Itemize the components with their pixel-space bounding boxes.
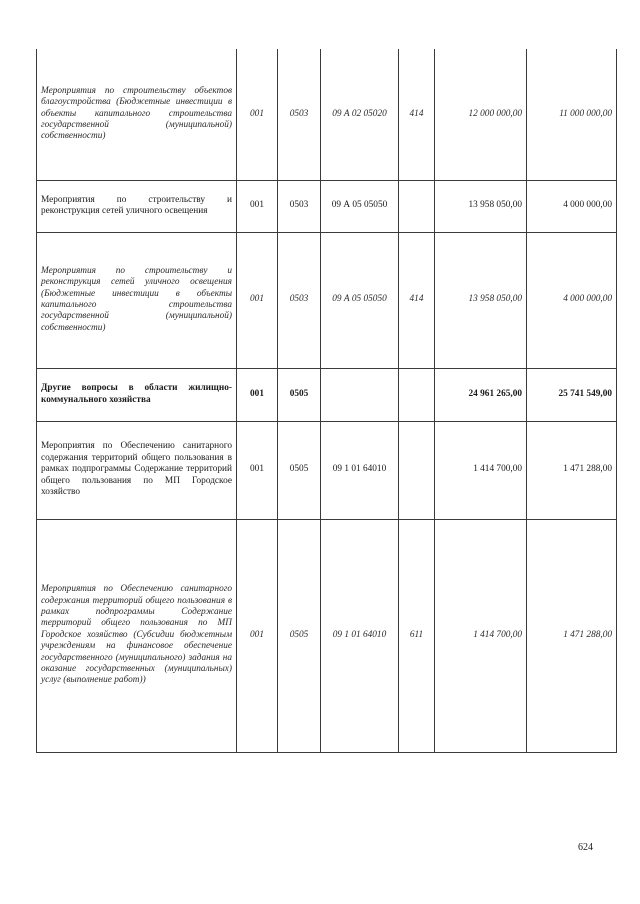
- row-amount-1-cell: 1 414 700,00: [435, 519, 527, 752]
- page-number: 624: [578, 842, 593, 853]
- row-amount-2-cell: 11 000 000,00: [527, 49, 617, 180]
- row-target-article-cell: 09 1 01 64010: [321, 421, 399, 519]
- row-expense-type-cell: 414: [399, 232, 435, 368]
- row-section-cell: 0505: [278, 421, 321, 519]
- table-row: [37, 49, 617, 180]
- row-amount-1-cell: 12 000 000,00: [435, 49, 527, 180]
- row-ved-cell: 001: [237, 180, 278, 232]
- row-section-cell: 0503: [278, 49, 321, 180]
- row-target-article-cell: [321, 368, 399, 421]
- row-expense-type-cell: 414: [399, 49, 435, 180]
- row-amount-2-cell: 1 471 288,00: [527, 519, 617, 752]
- row-expense-type-cell: [399, 368, 435, 421]
- row-amount-2-cell: 1 471 288,00: [527, 421, 617, 519]
- row-amount-1-cell: 13 958 050,00: [435, 232, 527, 368]
- row-section-cell: 0503: [278, 232, 321, 368]
- row-name-cell: Мероприятия по строительству и реконструкция сетей уличного освещения (Бюджетные инвестиции в объекты капитального строительства государственной (муниципальной) собственности): [37, 232, 237, 368]
- row-amount-2-cell: 25 741 549,00: [527, 368, 617, 421]
- row-ved-cell: 001: [237, 232, 278, 368]
- table-row: [37, 368, 617, 421]
- row-name-cell: Мероприятия по строительству и реконструкция сетей уличного освещения: [37, 180, 237, 232]
- row-target-article-cell: 09 1 01 64010: [321, 519, 399, 752]
- row-name-cell: Мероприятия по Обеспечению санитарного содержания территорий общего пользования в рамках подпрограммы Содержание территорий общего пользования по МП Городское хозяйство (Субсидии бюджетным учреждениям на финансовое обеспечение государственного (муниципального) задания на оказание государственных (муниципальных) услуг (выполнение работ)): [37, 519, 237, 752]
- row-amount-1-cell: 13 958 050,00: [435, 180, 527, 232]
- row-section-cell: 0503: [278, 180, 321, 232]
- row-name-cell: Мероприятия по строительству объектов благоустройства (Бюджетные инвестиции в объекты капитального строительства государственной (муниципальной) собственности): [37, 49, 237, 180]
- row-ved-cell: 001: [237, 519, 278, 752]
- table-row: [37, 519, 617, 752]
- row-target-article-cell: 09 А 05 05050: [321, 180, 399, 232]
- row-ved-cell: 001: [237, 49, 278, 180]
- table-row: [37, 180, 617, 232]
- row-amount-2-cell: 4 000 000,00: [527, 232, 617, 368]
- row-amount-1-cell: 24 961 265,00: [435, 368, 527, 421]
- table-row: [37, 421, 617, 519]
- table-row: [37, 232, 617, 368]
- row-amount-2-cell: 4 000 000,00: [527, 180, 617, 232]
- row-name-cell: Мероприятия по Обеспечению санитарного содержания территорий общего пользования в рамках подпрограммы Содержание территорий общего пользования по МП Городское хозяйство: [37, 421, 237, 519]
- row-expense-type-cell: [399, 421, 435, 519]
- row-section-cell: 0505: [278, 368, 321, 421]
- row-expense-type-cell: [399, 180, 435, 232]
- row-section-cell: 0505: [278, 519, 321, 752]
- row-target-article-cell: 09 А 05 05050: [321, 232, 399, 368]
- row-ved-cell: 001: [237, 421, 278, 519]
- row-expense-type-cell: 611: [399, 519, 435, 752]
- row-target-article-cell: 09 А 02 05020: [321, 49, 399, 180]
- budget-table: [36, 49, 617, 753]
- row-ved-cell: 001: [237, 368, 278, 421]
- row-name-cell: Другие вопросы в области жилищно-коммунального хозяйства: [37, 368, 237, 421]
- row-amount-1-cell: 1 414 700,00: [435, 421, 527, 519]
